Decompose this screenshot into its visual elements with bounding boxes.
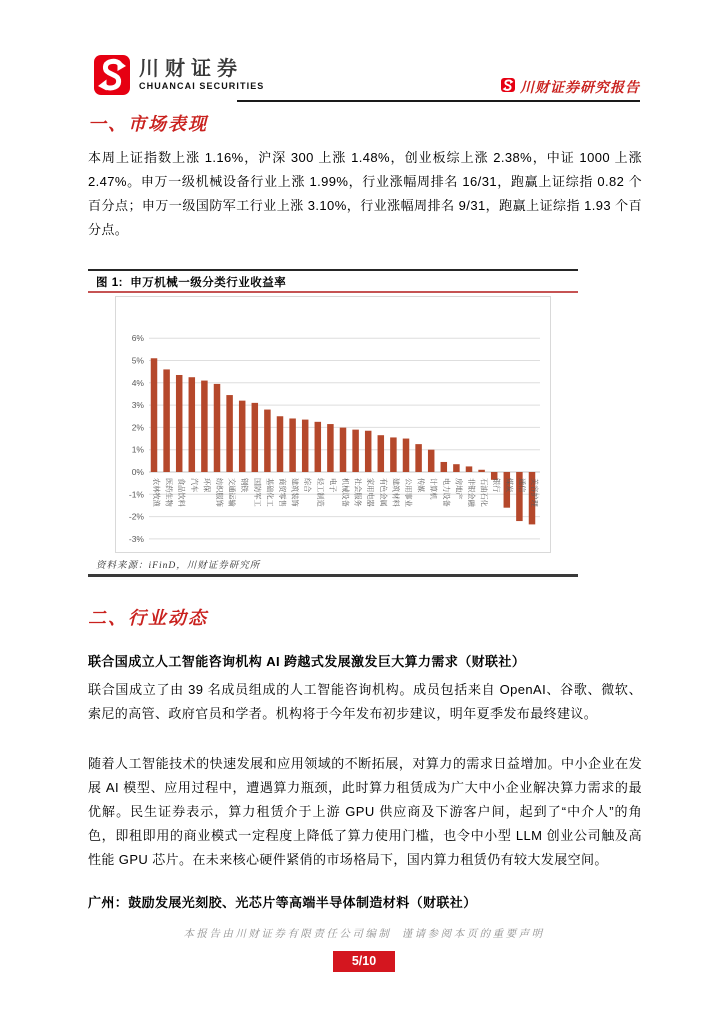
y-tick-label: -1% — [128, 489, 144, 500]
y-tick-label: -2% — [128, 511, 144, 522]
report-tag-icon — [501, 78, 515, 97]
bar — [201, 381, 208, 472]
category-label: 纺织服饰 — [215, 478, 224, 507]
bar — [289, 418, 296, 472]
bar — [163, 369, 170, 472]
bar — [239, 401, 246, 472]
section-title-industry: 二、行业动态 — [88, 608, 208, 628]
y-tick-label: 2% — [131, 422, 144, 433]
category-label: 建筑装饰 — [290, 478, 300, 507]
figure-bottom-rule — [88, 574, 578, 577]
category-label: 传媒 — [416, 478, 426, 493]
category-label: 汽车 — [189, 478, 199, 493]
brand-name-en: CHUANCAI SECURITIES — [139, 81, 265, 91]
category-label: 非银金融 — [467, 478, 476, 507]
bar — [441, 462, 448, 472]
category-label: 电力设备 — [441, 478, 451, 507]
news-paragraph-ai-2: 随着人工智能技术的快速发展和应用领域的不断拓展，对算力的需求日益增加。中小企业在发展 AI 模型、应用过程中，遭遇算力瓶颈，此时算力租赁成为广大中小企业解决算力需求的最优解。民生证券表示，算力租赁介于上游 GPU 供应商及下游客户间，起到了“中介人”的角色，即租即用的商业模式一定程度上降低了算力使用门槛，也令中小型 LLM 创业公司触及高性能 GPU 芯片。在未来核心硬件紧俏的市场格局下，国内算力租赁仍有较大发展空间。 — [88, 756, 642, 867]
category-label: 基础化工 — [265, 478, 275, 507]
bar — [151, 358, 158, 472]
bar — [466, 466, 473, 472]
figure-caption: 图 1: 申万机械一级分类行业收益率 — [96, 277, 287, 289]
category-label: 银行 — [492, 478, 502, 493]
category-label: 计算机 — [429, 478, 439, 500]
bar — [189, 377, 196, 472]
category-label: 电子 — [328, 478, 338, 493]
category-label: 公用事业 — [404, 478, 413, 507]
bar — [252, 403, 258, 472]
category-label: 煤炭 — [504, 478, 514, 493]
category-label: 房地产 — [454, 478, 464, 500]
market-summary-paragraph: 本周上证指数上涨 1.16%，沪深 300 上涨 1.48%，创业板综上涨 2.38%，中证 1000 上涨 2.47%。申万一级机械设备行业上涨 1.99%，行业涨幅周排名 16/31，跑赢上证综指 0.82 个百分点；申万一级国防军工行业上涨 3.10%，行业涨幅周排名 9/31，跑赢上证综指 1.93 个百分点。 — [88, 150, 642, 237]
news-headline-ai: 联合国成立人工智能咨询机构 AI 跨越式发展激发巨大算力需求（财联社） — [88, 654, 526, 669]
bar — [403, 439, 410, 472]
bar — [428, 450, 435, 472]
category-label: 食品饮料 — [177, 478, 187, 507]
bar — [378, 435, 385, 472]
y-tick-label: -3% — [128, 533, 144, 544]
category-label: 机械设备 — [341, 478, 350, 507]
page-number-badge: 5/10 — [333, 951, 395, 972]
y-tick-label: 1% — [131, 444, 144, 455]
bar — [264, 410, 271, 472]
bar — [340, 428, 347, 472]
category-label: 国防军工 — [252, 478, 262, 507]
logo-text — [139, 55, 264, 91]
category-label: 商贸零售 — [278, 478, 287, 507]
category-label: 美容护理 — [530, 478, 539, 507]
bar — [415, 444, 422, 472]
report-tag — [501, 77, 640, 97]
category-label: 石油石化 — [479, 478, 489, 507]
category-label: 综合 — [303, 478, 313, 493]
category-label: 社会服务 — [353, 478, 363, 507]
category-label: 通信 — [517, 478, 527, 493]
y-tick-label: 5% — [131, 355, 144, 366]
footer-disclaimer: 本报告由川财证券有限责任公司编制 谨请参阅本页的重要声明 — [183, 929, 545, 940]
bar — [214, 384, 221, 472]
report-tag-label: 川财证券研究报告 — [520, 81, 640, 96]
bar — [352, 430, 359, 472]
industry-returns-bar-chart — [116, 297, 550, 552]
category-label: 家用电器 — [366, 478, 376, 507]
y-tick-label: 0% — [131, 467, 144, 477]
category-label: 建筑材料 — [391, 478, 401, 507]
bar — [390, 437, 397, 472]
bar — [226, 395, 233, 472]
category-label: 钢铁 — [240, 478, 250, 493]
y-tick-label: 4% — [131, 377, 144, 388]
news-headline-guangzhou: 广州：鼓励发展光刻胶、光芯片等高端半导体制造材料（财联社） — [88, 895, 477, 910]
category-label: 轻工制造 — [315, 478, 325, 507]
y-tick-label: 6% — [131, 333, 144, 344]
figure-caption-underline — [88, 291, 578, 293]
bar — [365, 431, 372, 472]
figure-source: 资料来源：iFinD，川财证券研究所 — [96, 561, 261, 571]
news-paragraph-ai-1: 联合国成立了由 39 名成员组成的人工智能咨询机构。成员包括来自 OpenAI、谷歌、微软、索尼的高管、政府官员和学者。机构将于今年发布初步建议，明年夏季发布最终建议。 — [88, 682, 642, 721]
logo-icon — [94, 55, 130, 100]
category-label: 农林牧渔 — [152, 478, 161, 507]
company-logo — [94, 55, 264, 100]
bar — [277, 416, 284, 472]
section-title-market: 一、市场表现 — [88, 114, 208, 134]
bar — [453, 464, 460, 472]
category-label: 有色金属 — [378, 478, 388, 507]
bar — [315, 422, 322, 472]
bar — [327, 424, 334, 472]
figure-top-rule — [88, 269, 578, 271]
header-divider — [237, 100, 640, 102]
bar — [302, 420, 309, 472]
category-label: 医药生物 — [164, 478, 174, 507]
bar — [176, 375, 183, 472]
brand-name-cn: 川财证券 — [139, 58, 243, 80]
bar — [478, 470, 485, 472]
category-label: 环保 — [202, 478, 212, 493]
category-label: 交通运输 — [227, 478, 237, 507]
chart-container — [115, 296, 551, 553]
y-tick-label: 3% — [131, 400, 144, 411]
